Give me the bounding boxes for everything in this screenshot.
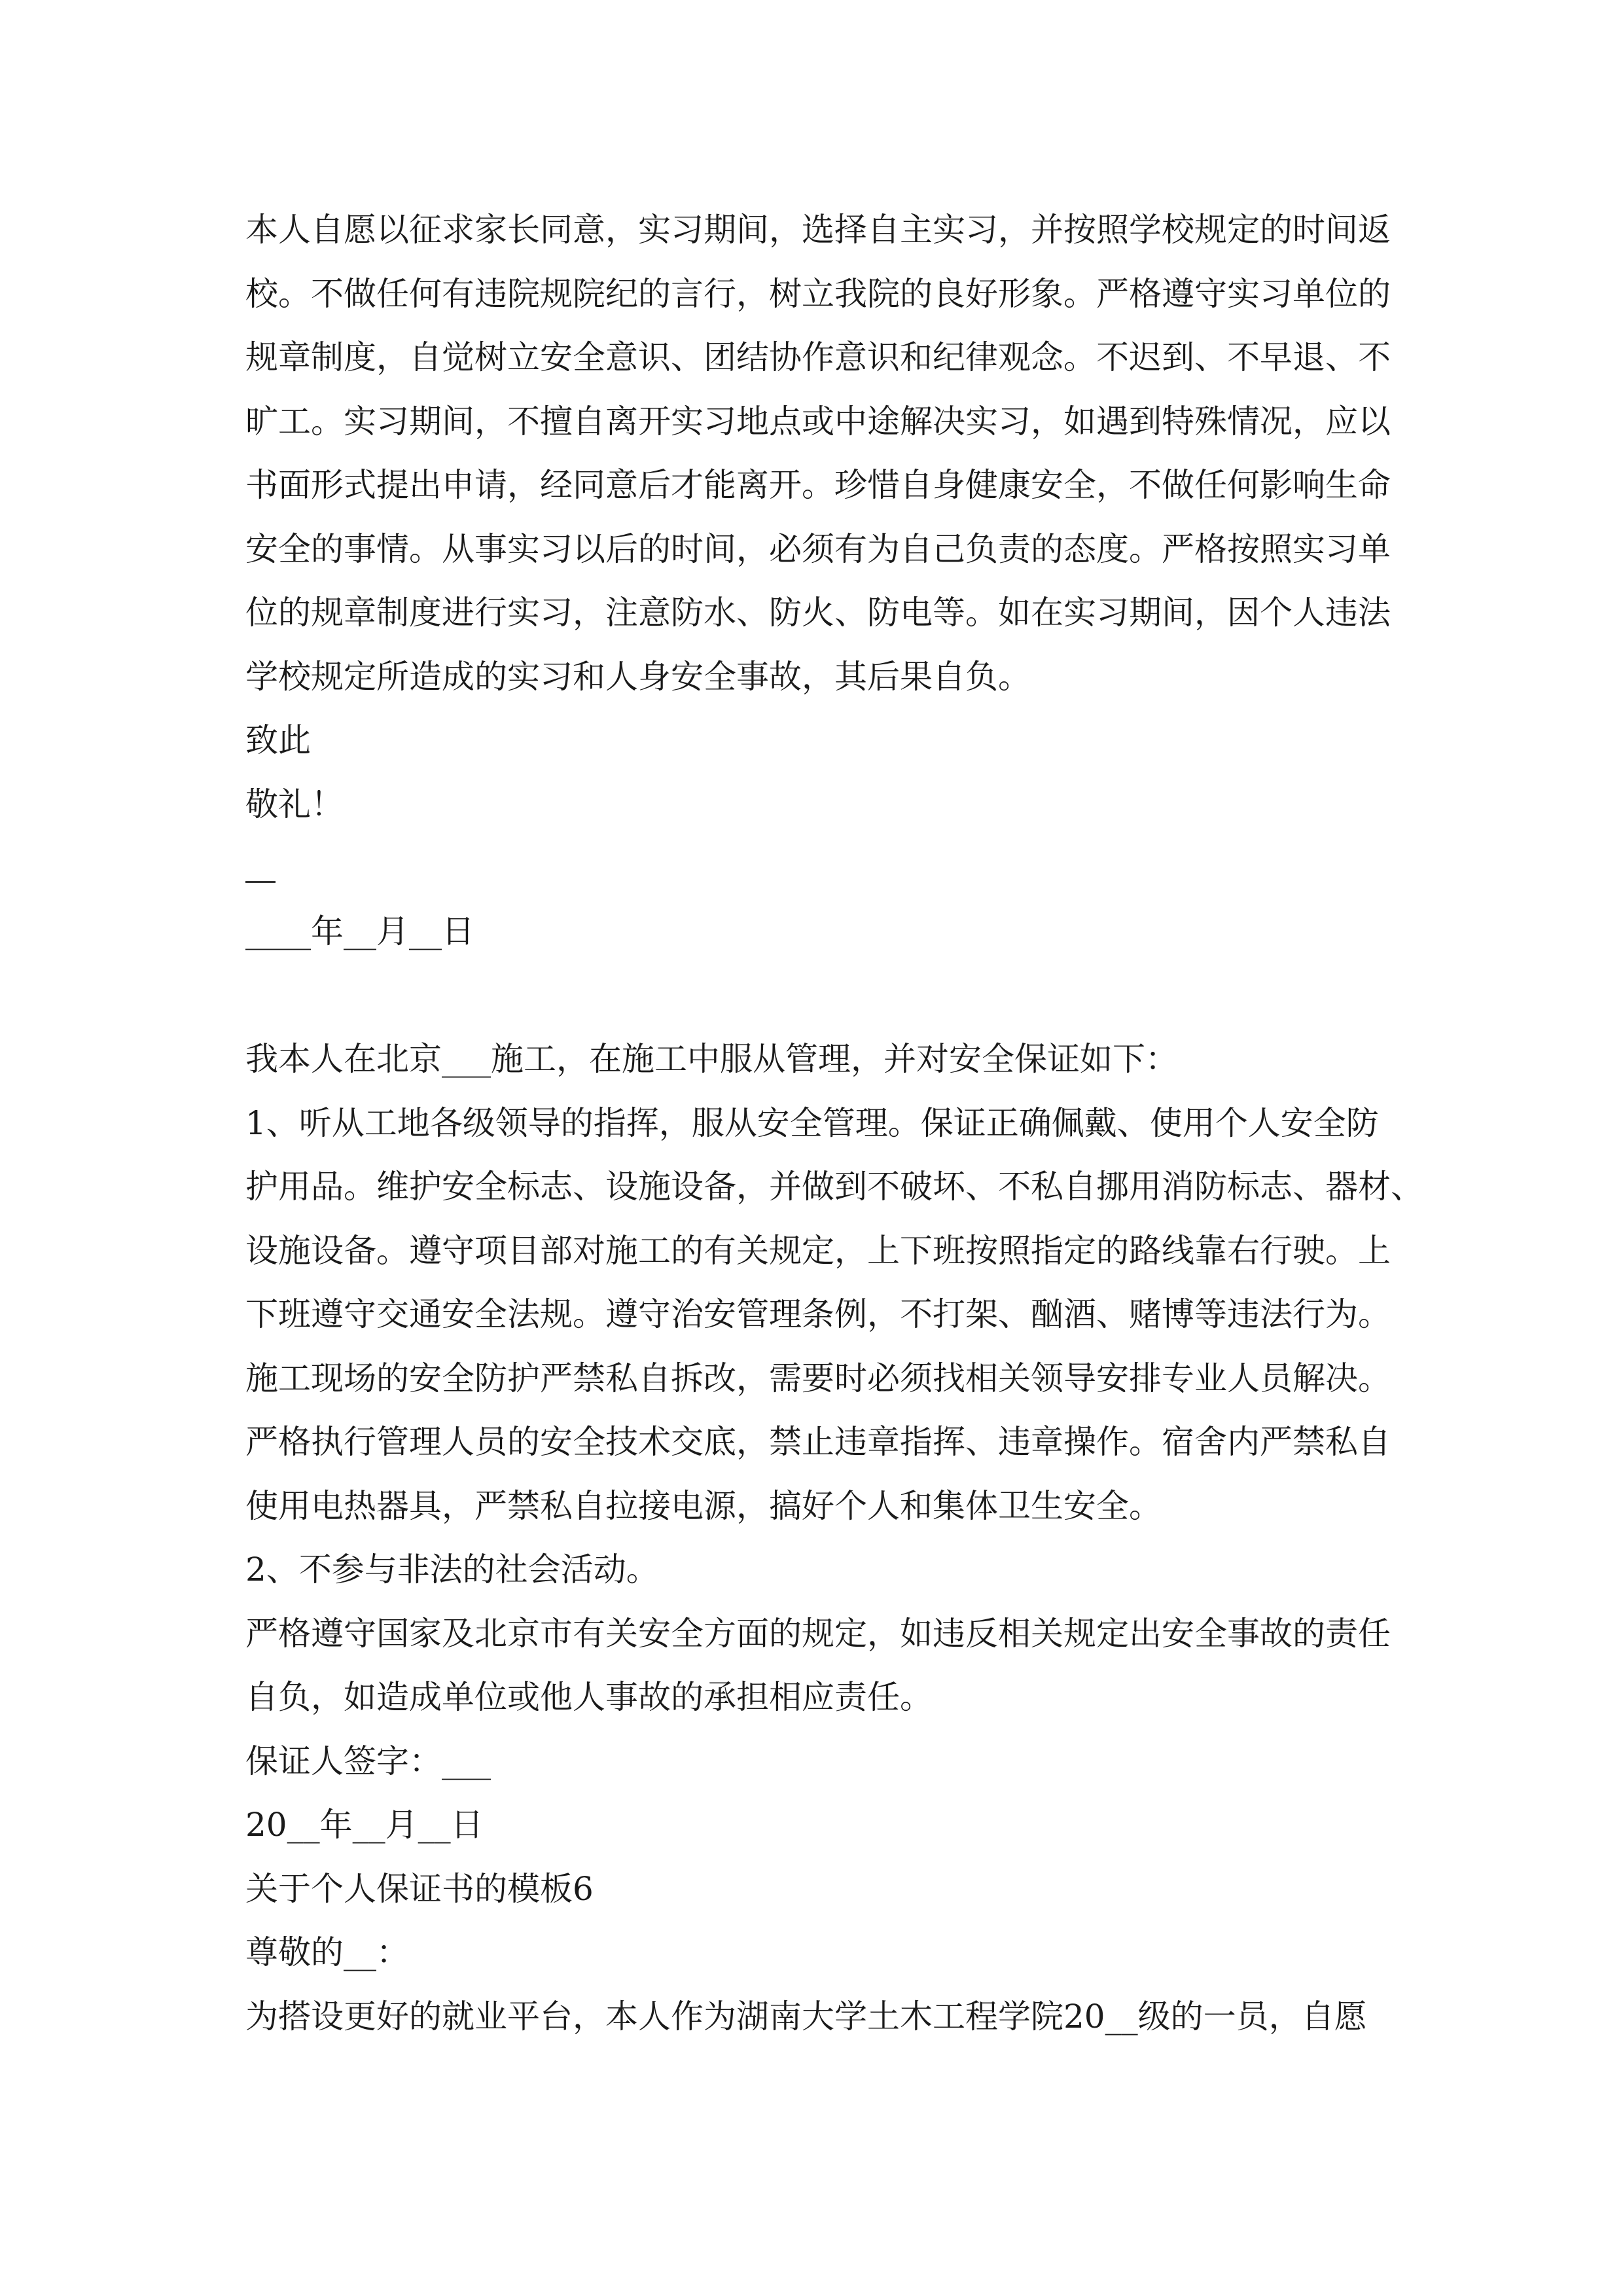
text-line: 书面形式提出申请，经同意后才能离开。珍惜自身健康安全，不做任何影响生命 xyxy=(245,466,1391,504)
text-line: 施工现场的安全防护严禁私自拆改，需要时必须找相关领导安排专业人员解决。 xyxy=(245,1359,1391,1397)
text-line: 2、不参与非法的社会活动。 xyxy=(245,1551,659,1588)
closing-line: 致此 xyxy=(245,721,311,759)
text-line: 护用品。维护安全标志、设施设备，并做到不破坏、不私自挪用消防标志、器材、 xyxy=(245,1168,1423,1206)
text-line: 安全的事情。从事实习以后的时间，必须有为自己负责的态度。严格按照实习单 xyxy=(245,529,1391,568)
closing-line: 敬礼！ xyxy=(245,785,344,823)
text-line: 学校规定所造成的实习和人身安全事故，其后果自负。 xyxy=(245,657,1031,696)
text-line: 自负，如造成单位或他人事故的承担相应责任。 xyxy=(245,1678,933,1716)
signature-blank xyxy=(245,881,276,883)
text-line: 严格执行管理人员的安全技术交底，禁止违章指挥、违章操作。宿舍内严禁私自 xyxy=(245,1423,1391,1461)
date-text: 20__年__月__日 xyxy=(245,1806,484,1844)
text-line: 1、听从工地各级领导的指挥，服从安全管理。保证正确佩戴、使用个人安全防 xyxy=(245,1103,1379,1142)
signature-line: 保证人签字：___ xyxy=(245,1742,491,1780)
text-line: 严格遵守国家及北京市有关安全方面的规定，如违反相关规定出安全事故的责任 xyxy=(245,1614,1391,1653)
text-line: 设施设备。遵守项目部对施工的有关规定，上下班按照指定的路线靠右行驶。上 xyxy=(245,1231,1391,1270)
text-line: 位的规章制度进行实习，注意防水、防火、防电等。如在实习期间，因个人违法 xyxy=(245,594,1391,632)
closing-salutation xyxy=(245,709,1384,836)
text-line: 本人自愿以征求家长同意，实习期间，选择自主实习，并按照学校规定的时间返 xyxy=(245,211,1391,249)
text-line: 规章制度，自觉树立安全意识、团结协作意识和纪律观念。不迟到、不早退、不 xyxy=(245,338,1391,376)
text-line: 校。不做任何有违院规院纪的言行，树立我院的良好形象。严格遵守实习单位的 xyxy=(245,274,1391,313)
text-line: 使用电热器具，严禁私自拉接电源，搞好个人和集体卫生安全。 xyxy=(245,1486,1162,1525)
text-line: 下班遵守交通安全法规。遵守治安管理条例，不打架、酗酒、赌博等违法行为。 xyxy=(245,1295,1391,1333)
paragraph-construction-pledge xyxy=(245,1028,1423,2049)
date-line xyxy=(245,900,1384,964)
text-line: 旷工。实习期间，不擅自离开实习地点或中途解决实习，如遇到特殊情况，应以 xyxy=(245,402,1391,440)
date-text: ____年__月__日 xyxy=(245,912,474,950)
text-line: 为搭设更好的就业平台，本人作为湖南大学土木工程学院20__级的一员，自愿 xyxy=(245,1997,1367,2036)
paragraph-internship-pledge xyxy=(245,198,1391,709)
section-heading: 关于个人保证书的模板6 xyxy=(245,1869,594,1908)
salutation-line: 尊敬的__： xyxy=(245,1933,409,1971)
text-line: 我本人在北京___施工，在施工中服从管理，并对安全保证如下： xyxy=(245,1040,1178,1078)
